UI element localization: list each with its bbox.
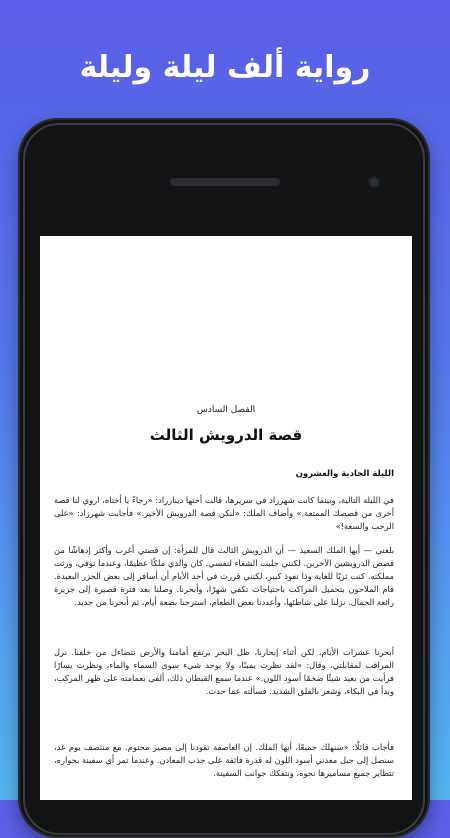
paragraph: في الليلة التالية، وبينما كانت شهرزاد في سريرها، قالت أختها دينارزاد: «رجاءً يا أختاه، اروي لنا قصة أخرى من قصصك الممتعة.» وأضاف الملك: «لنكن قصة الدرويش الأخير.» فأجابت شهرزاد: «على الرحب والسعة!» xyxy=(54,495,394,531)
app-headline: رواية ألف ليلة وليلة xyxy=(79,50,371,85)
paragraph: فأجاب قائلًا: «سنهلك جميعًا، أيها الملك. إن العاصفة تقودنا إلى مصير محتوم. مع منتصف يوم غد، سنصل إلى جبل معدني أسود اللون له قدرة فائقة على جذب المعادن. وعندما تمر أي سفينة بجواره، تتطاير جميع مساميرها نحوه، وتتفكك جوانب السفينة. xyxy=(54,742,394,778)
chapter-label: الفصل السادس xyxy=(196,405,256,415)
story-title: قصة الدرويش الثالث xyxy=(149,426,303,444)
night-heading: الليلة الحادية والعشرون xyxy=(295,469,394,479)
paragraph: بلغني — أيها الملك السعيد — أن الدرويش الثالث قال للمرأة: إن قصتي أغرب وأكثر إدهاشًا من قصص الدرويشين الآخرين. لكنني جلبت الشقاء لنفسي. كان والدي ملكًا عظيمًا، وعندما توفي، ورثت مملكته. كنت ثريًا للغاية وذا نفوذ كبير، لكنني قررت في أحد الأيام أن أسافر إلى بعض الجزر البعيدة. قام الملاحون بتحميل المراكب باحتياجات تكفي شهرًا، وأبحرنا. وصلنا بعد فترة قصيرة إلى جزيرة رائعة الجمال. نزلنا على شاطئها، وأعددنا بعض الطعام، استرحنا بضعة أيام، ثم أبحرنا من جديد. xyxy=(54,545,394,607)
phone-speaker xyxy=(170,178,280,186)
camera-icon xyxy=(368,176,380,188)
paragraph: أبحرنا عشرات الأيام، لكن أثناء إبحارنا، ظل البحر يرتفع أمامنا والأرض تتضاءل من خلفنا. نزل المراقب لمقابلتي، وقال: «لقد نظرت يمينًا، ولا يوجد شيء سوى السماء والماء، ونظرت يسارًا فرأيت من بعيد شيئًا ضخمًا أسود اللون.» عندما سمع القبطان ذلك، ألقى بعمامته على ظهر المركب، وبدأ في البكاء، وشعر بالقلق الشديد. فسألته عما حدث. xyxy=(54,647,394,696)
book-page[interactable] xyxy=(40,236,412,800)
